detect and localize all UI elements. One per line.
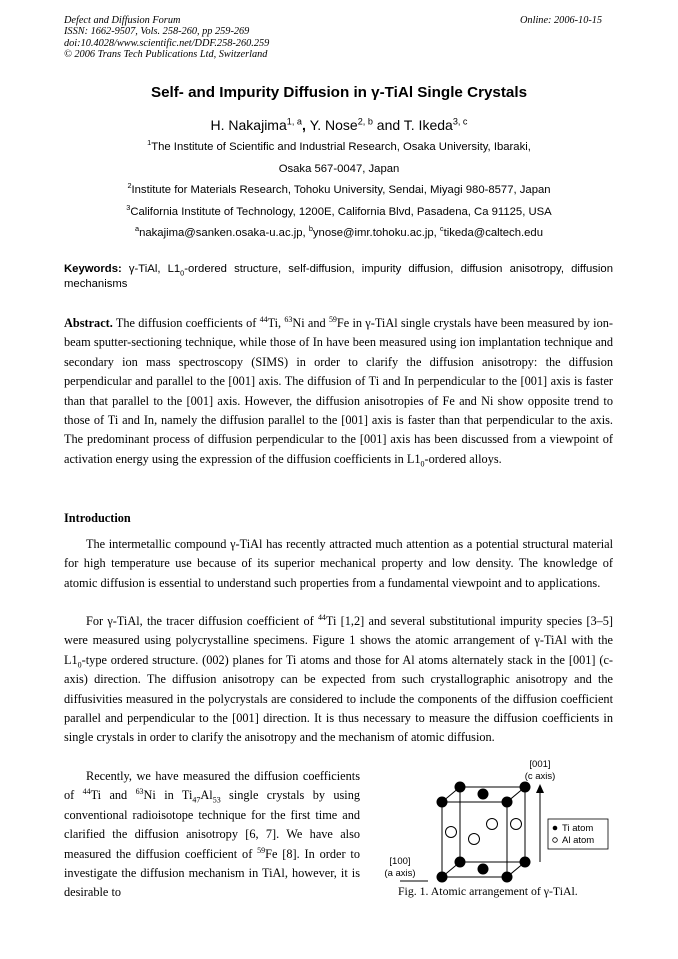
legend-ti: Ti atom [562,823,594,834]
affiliation-3 [0,203,678,218]
email-link[interactable]: ynose@imr.tohoku.ac.jp, [312,227,440,239]
online-date: Online: 2006-10-15 [520,15,603,26]
a-axis-label: [100] [389,856,411,867]
issn: ISSN: 1662-9507, Vols. 258-260, pp 259-269 [64,26,250,38]
isotope-sup: 59 [328,314,337,324]
abstract-text: The diffusion coefficients of [112,316,260,330]
author-name: T. Ikeda [403,117,453,133]
legend-ti-marker [553,826,558,831]
para-sub: 47 [192,795,201,805]
isotope-sup: 63 [135,787,144,797]
abstract-text: Fe in γ-TiAl single crystals have been measured by ion-beam sputter-sectioning technique, while those of In have been measured using ion implantation technique and secondary ion mass spectroscopy (SIMS) in order to clarify the diffusion anisotropy: the diffusion perpendicular and parallel to the [001] axis. The diffusion of Ti and In perpendicular to the [001] axis is faster than that parallel to the [001] axis. However, the diffusion anisotropies of Fe and Ni show opposite trend to those of Ti and In, namely the diffusion parallel to the [001] axis is faster than that perpendicular to the axis. The predominant process of diffusion perpendicular to the [001] axis has been discussed from a viewpoint of activation energy using the expression of the diffusion coefficients in L1 [64,316,613,466]
authors [0,117,678,133]
legend-al-marker [553,838,558,843]
aff-text: The Institute of Scientific and Industrial Research, Osaka University, Ibaraki, [151,141,531,153]
isotope-sup: 59 [257,845,266,855]
c-axis-label-2: (c axis) [524,771,556,782]
para-text: For γ-TiAl, the tracer diffusion coefficient of [86,614,318,628]
isotope-sup: 44 [82,787,91,797]
email-sup: b [308,224,313,234]
para-sub: 53 [212,795,221,805]
aff-sup: 3 [126,203,131,213]
abstract-text: Ni and [292,316,329,330]
legend-al: Al atom [562,835,595,846]
para-text: single crystals by using conventional radioisotope technique for the first time and clarified the diffusion anisotropy [6, 7]. We have also measured the diffusion coefficient of [64,788,360,861]
author-sep: , [301,117,310,133]
aff-text: California Institute of Technology, 1200E, California Blvd, Pasadena, Ca 91125, USA [130,206,552,218]
para-sub: 0 [77,660,82,670]
journal-header [64,15,269,61]
para-text: Fe [8]. In order to investigate the diffusion mechanism in TiAl, however, it is desirable to [64,846,360,900]
isotope-sup: 44 [259,314,268,324]
copyright: © 2006 Trans Tech Publications Ltd, Switzerland [64,49,268,61]
email-sup: a [135,224,140,234]
keywords-label: Keywords: [64,263,122,275]
abstract-sub: 0 [420,459,425,469]
abstract-label: Abstract. [64,316,113,330]
c-axis-label: [001] [529,759,551,770]
al-atoms [446,819,522,845]
figure-1-caption: Fig. 1. Atomic arrangement of γ-TiAl. [398,884,578,898]
aff-sup: 2 [127,181,132,191]
email-link[interactable]: tikeda@caltech.edu [443,227,543,239]
emails [0,224,678,239]
intro-paragraph-1: The intermetallic compound γ-TiAl has recently attracted much attention as a potential structural material for high temperature use because of its superior mechanical property and low density. The knowledge of atomic diffusion is essential to understand such properties from a fundamental viewpoint and to applications. [64,537,613,590]
intro-paragraph-2 [64,612,613,748]
para-text: Ni in Ti [143,788,193,803]
keywords-sub: 0 [180,268,185,278]
keywords [64,262,613,291]
intro-paragraph-3 [64,767,360,903]
section-heading-introduction: Introduction [64,511,131,525]
para-text: Ti [1,2] and several substitutional impurity species [3–5] were measured using polycrystalline specimens. Figure 1 shows the atomic arrangement of γ-TiAl with the L1 [64,614,613,667]
author-sep: and [372,117,404,133]
isotope-sup: 44 [317,612,326,622]
a-axis-label-2: (a axis) [384,868,416,879]
para-text: Recently, we have measured the diffusion coefficients of [64,769,360,803]
doi: doi:10.4028/www.scientific.net/DDF.258-260.259 [64,37,270,49]
affiliation-1 [0,138,678,153]
aff-sup: 1 [147,138,152,148]
abstract-text: -ordered alloys. [424,451,502,466]
email-sup: c [439,224,444,234]
author-name: H. Nakajima [210,117,287,133]
aff-text: Institute for Materials Research, Tohoku University, Sendai, Miyagi 980-8577, Japan [131,184,551,196]
author-sup: 1, a [286,116,302,127]
author-name: Y. Nose [309,117,358,133]
affiliation-2 [0,181,678,196]
email-link[interactable]: nakajima@sanken.osaka-u.ac.jp, [139,227,309,239]
isotope-sup: 63 [284,314,293,324]
author-sup: 3, c [452,116,468,127]
para-text: -type ordered structure. (002) planes for Ti atoms and those for Al atoms alternately stack in the [001] (c-axis) direction. The diffusion anisotropy can be expected from such crystallographic anisotropy and the diffusivities measured in the polycrystals are considered to include the components of the diffusion coefficient parallel and perpendicular to the [001] direction. It is thus necessary to measure the diffusion coefficients in single crystals in order to clarify the anisotropy and the mechanism of atomic diffusion. [64,652,613,745]
journal-name: Defect and Diffusion Forum [64,15,181,26]
author-sup: 2, b [357,116,373,127]
paper-title: Self- and Impurity Diffusion in γ-TiAl Single Crystals [150,84,528,101]
keywords-text: -ordered structure, self-diffusion, impurity diffusion, diffusion anisotropy, diffusion mechanisms [64,263,613,290]
keywords-text: γ-TiAl, L1 [121,263,181,275]
para-text: Ti and [90,788,136,803]
para-text: Al [200,788,213,803]
c-axis-arrowhead [536,784,544,793]
abstract [64,314,613,469]
abstract-text: Ti, [267,316,285,330]
affiliation-1-line2: Osaka 567-0047, Japan [278,163,400,175]
